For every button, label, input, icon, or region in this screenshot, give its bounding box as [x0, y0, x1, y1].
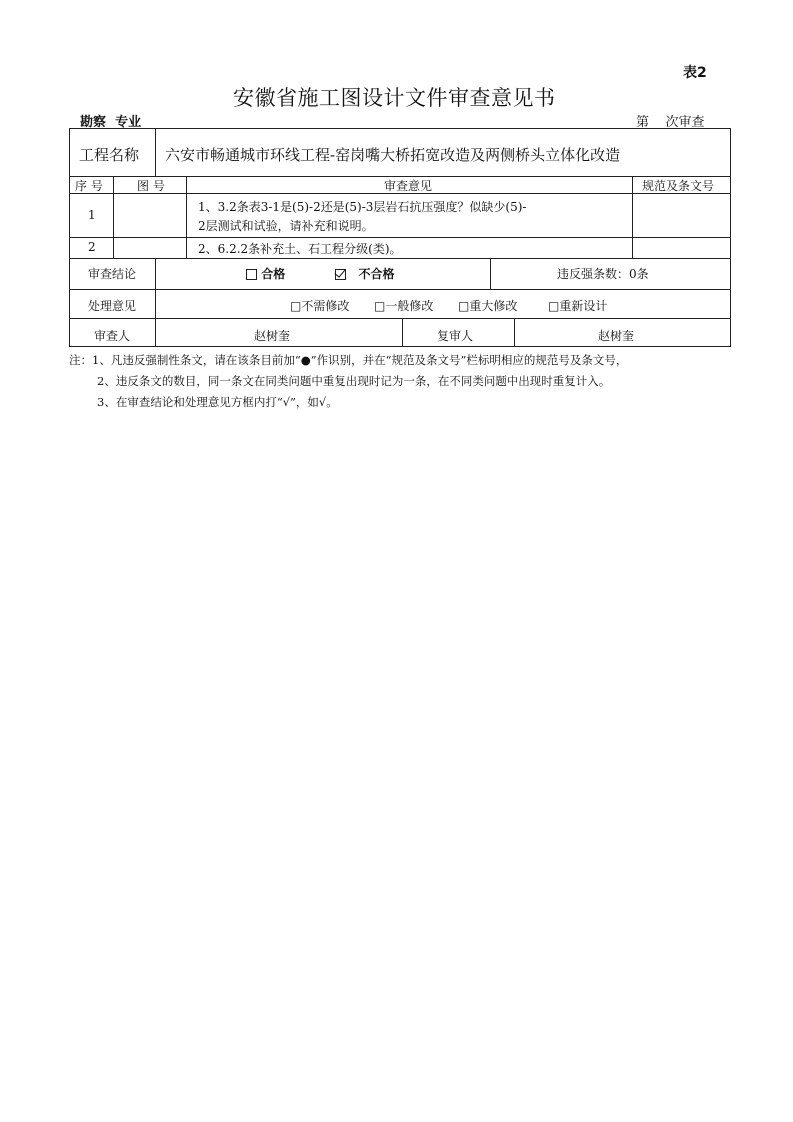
fail-label: 不合格 [358, 267, 395, 281]
fail-checkbox[interactable] [335, 269, 346, 280]
discipline-suffix: 专业 [115, 115, 142, 130]
checker-label: 复审人 [437, 329, 474, 343]
note-3: 3、在审查结论和处理意见方框内打“√”，如√。 [97, 395, 338, 409]
pass-label: 合格 [261, 267, 286, 281]
header-drawing-no: 图 号 [137, 179, 165, 193]
row-1-opinion-line2: 2层测试和试验，请补充和说明。 [198, 219, 374, 233]
header-no: 序 号 [75, 179, 103, 193]
handling-option-no-change[interactable]: □不需修改 [290, 299, 350, 313]
row-2-no: 2 [88, 240, 96, 254]
divider [155, 128, 156, 176]
review-round-suffix: 次审查 [665, 115, 705, 130]
reviewer-name: 赵树奎 [254, 329, 291, 343]
divider [155, 258, 156, 347]
divider [186, 176, 187, 258]
conclusion-label: 审查结论 [88, 267, 137, 281]
discipline-name: 勘察 [80, 115, 107, 130]
review-round-prefix: 第 [636, 115, 650, 130]
row-1-no: 1 [88, 208, 96, 222]
handling-label: 处理意见 [88, 299, 137, 313]
note-2: 2、违反条文的数目，同一条文在同类问题中重复出现时记为一条，在不同类问题中出现时重复计入。 [97, 374, 611, 388]
divider [402, 318, 403, 347]
project-label: 工程名称 [79, 146, 140, 164]
divider [69, 318, 731, 319]
pass-checkbox[interactable] [246, 269, 257, 280]
divider [69, 289, 731, 290]
divider [69, 258, 731, 259]
project-name: 六安市畅通城市环线工程-窑岗嘴大桥拓宽改造及两侧桥头立体化改造 [165, 146, 621, 164]
divider [632, 176, 633, 258]
reviewer-label: 审查人 [94, 329, 131, 343]
conclusion-pass[interactable] [246, 265, 285, 282]
page-title: 安徽省施工图设计文件审查意见书 [233, 86, 556, 110]
header-code: 规范及条文号 [642, 179, 715, 193]
divider [113, 176, 114, 258]
checker-name: 赵树奎 [598, 329, 635, 343]
note-1: 注：1、凡违反强制性条文，请在该条目前加“●”作识别，并在“规范及条文号”栏标明相应的规范号及条文号， [69, 353, 628, 367]
handling-option-major[interactable]: □重大修改 [458, 299, 518, 313]
row-1-opinion-line1: 1、3.2条表3-1是(5)-2还是(5)-3层岩石抗压强度？似缺少(5)- [198, 200, 527, 214]
handling-option-redesign[interactable]: □重新设计 [548, 299, 608, 313]
header-opinion: 审查意见 [384, 179, 433, 193]
conclusion-fail[interactable] [335, 265, 395, 282]
divider [514, 318, 515, 347]
divider [490, 258, 491, 289]
table-label: 表2 [683, 65, 707, 81]
row-2-opinion: 2、6.2.2条补充土、石工程分级(类)。 [198, 242, 402, 256]
violation-count: 违反强条数：0条 [557, 267, 649, 281]
handling-option-minor[interactable]: □一般修改 [374, 299, 434, 313]
